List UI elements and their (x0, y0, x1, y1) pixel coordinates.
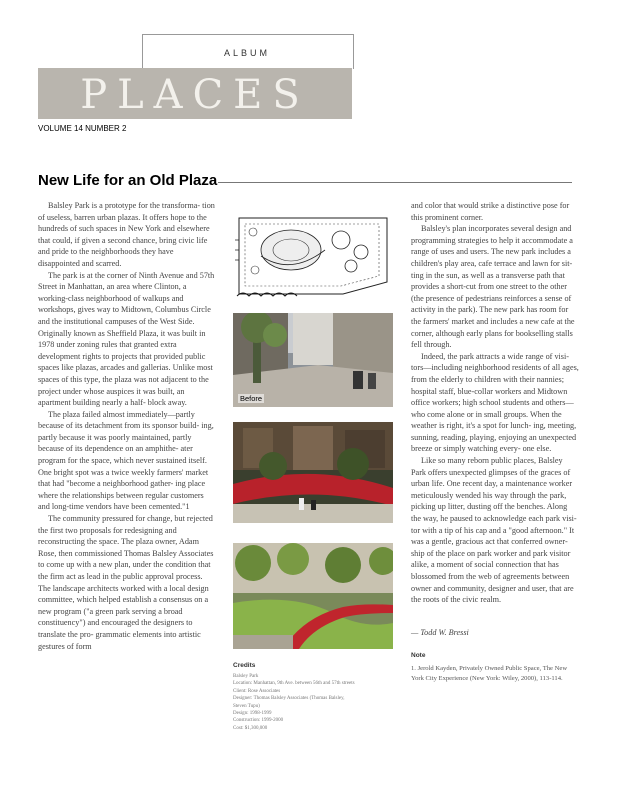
author-signature: — Todd W. Bressi (411, 628, 469, 637)
credit-line: Steven Tupu) (233, 703, 260, 709)
credit-line: Designer: Thomas Balsley Associates (Thomas Balsley, (233, 696, 345, 702)
park-photo-image (233, 422, 393, 523)
album-label: ALBUM (223, 48, 270, 58)
credit-line: Location: Manhattan, 9th Ave. between 56th and 57th streets (233, 681, 355, 687)
credit-line: Cost: $1,300,000 (233, 725, 268, 731)
site-plan-drawing (233, 210, 393, 302)
volume-number: VOLUME 14 NUMBER 2 (38, 124, 127, 133)
credit-line: Balsley Park (233, 674, 259, 679)
paragraph: The community pressured for change, but rejected the first two proposals for redesigning and reconstructing the space. The plaza owner, Adam Rose, then commissioned Thomas Balsley Associates to come up with a new plan, under the condition that the firm act as lead in the public approval process. The landscape architects worked with a local design committee, which helped establish a consensus on a new program ("a green park serving a broad constituency") and encouraged the designers to translate the pro- grammatic elements into artistic gestures of form (38, 514, 214, 651)
before-photo-image (233, 313, 393, 407)
paragraph: The park is at the corner of Ninth Avenue and 57th Street in Manhattan, an area where Clinton, a working-class neighborhood of walkups and workshops, gives way to Midtown, Columbus Circle and the institutional campuses of the West Side. Originally known as Sheffield Plaza, it was built in 1978 under zoning rules that granted extra development rights to projects that provided public spaces like plazas, arcades and gallerias. Unlike most spaces of this type, the plaza was not adjacent to the project under whose auspices it was built, an apartment building nearly a half- block away. (38, 270, 215, 408)
park-lawn-image (233, 543, 393, 649)
places-logo: PLACES (80, 72, 310, 118)
paragraph: Balsley Park is a prototype for the transforma- tion of useless, barren urban plazas. It offers hope to the hundreds of such spaces in New York and elsewhere that could, if given a second chance, bring civic life and pride to the neighborhoods they have disappointed and scarred. (38, 201, 215, 268)
site-plan-figure (233, 210, 393, 302)
article-title: New Life for an Old Plaza (38, 172, 218, 189)
credits-heading: Credits (233, 662, 256, 669)
credit-line: Design: 1998-1999 (233, 711, 272, 717)
before-photo (233, 313, 393, 407)
credit-line: Construction: 1999-2000 (233, 718, 284, 724)
note-text: 1. Jerold Kayden, Privately Owned Public Space, The New York City Experience (New York: Wiley, 2000), 113-114. (411, 665, 568, 682)
right-column (411, 200, 579, 606)
paragraph: Balsley's plan incorporates several design and programming strategies to help it accommodate a range of uses and users. The new park includes a children's play area, cafe terrace and lawn for sit- ting in the sun, as well as a transverse path that provides a short-cut from one street to the other (the presence of pedestrians reinforces a sense of activity in the park). The new park has room for the farmers' market and includes a new cafe at the corner, although early plans for bookselling stalls fell through. (411, 224, 575, 350)
credits-list (233, 673, 403, 732)
title-divider (218, 182, 572, 183)
credit-line: Client: Rose Associates (233, 688, 281, 694)
park-photo-lawn (233, 543, 393, 649)
paragraph: Indeed, the park attracts a wide range of visi- tors—including neighborhood residents of all ages, from the elderly to children with their nannies; hospital staff, blue-collar workers and Midtown office workers; high school students and others—who come alone or in small groups. When the weather is right, it's a spot for lunch- ing, meeting, sunning, reading, playing, enjoying an unexpected breeze or simply watching every- one else. (411, 351, 579, 454)
note-heading: Note (411, 652, 426, 659)
paragraph: Like so many reborn public places, Balsley Park offers unexpected glimpses of the graces of urban life. One recent day, a maintenance worker meticulously wended his way through the park, picking up litter, dusting off the benches. Along the way, he paused to acknowledge each park visi- tor with a tip of his cap and a "good afternoon." It was a gentle, gracious act that conferred owner- ship of the place on park worker and park visitor alike, a moment of social connection that has blossomed from the web of agreements between owner and community, designer and user, that are the roots of the civic realm. (411, 456, 577, 605)
places-banner (38, 68, 352, 119)
park-photo-red-wall (233, 422, 393, 523)
paragraph: The plaza failed almost immediately—partly because of its detachment from its sponsor build- ing, partly because it was poorly maintained, partly because of its dependence on an amphithe- ater program for the space, which never sustained itself. One bright spot was a twice weekly farmers' market that had "become a neighborhood gather- ing place where the relationships between regular customers and long-time vendors have been cemented."1 (38, 409, 214, 512)
paragraph: and color that would strike a distinctive pose for this prominent corner. (411, 201, 570, 222)
before-label: Before (240, 394, 263, 403)
left-column (38, 200, 216, 652)
